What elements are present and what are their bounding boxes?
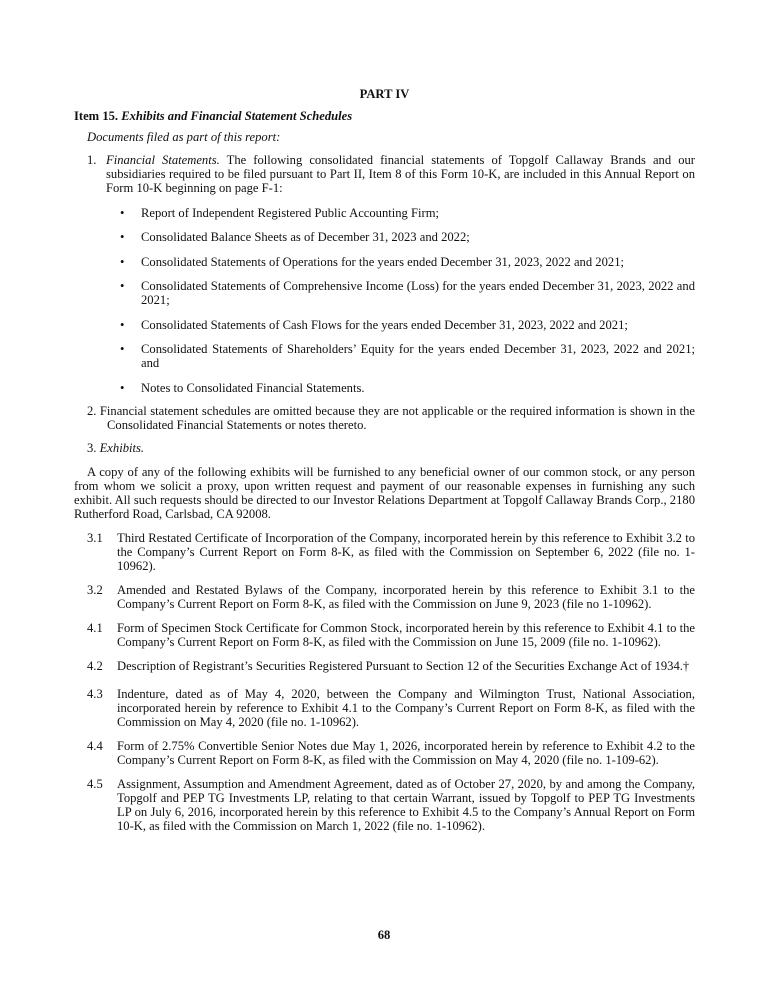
- exhibit-number: 3.1: [87, 530, 103, 545]
- exhibit-description: Description of Registrant’s Securities Registered Pursuant to Section 12 of the Securities Exchange Act of 1934.†: [117, 658, 690, 673]
- list-item-text: Consolidated Balance Sheets as of December 31, 2023 and 2022;: [141, 230, 470, 244]
- list-item-text: Consolidated Statements of Operations for the years ended December 31, 2023, 2022 and 2021;: [141, 254, 624, 269]
- exhibit-number: 4.2: [87, 658, 103, 673]
- exhibit-item: [74, 583, 695, 611]
- page-number: 68: [377, 928, 391, 942]
- list-item-text: Notes to Consolidated Financial Statements.: [141, 380, 365, 395]
- list-item-text: Report of Independent Registered Public Accounting Firm;: [141, 205, 439, 220]
- exhibits-paragraph: A copy of any of the following exhibits will be furnished to any beneficial owner of our common stock, or any person from whom we solicit a proxy, upon written request and payment of our reasonable expenses in furnishing any such exhibit. All such requests should be directed to our Investor Relations Department at Topgolf Callaway Brands Corp., 2180 Rutherford Road, Carlsbad, CA 92008.: [74, 464, 695, 521]
- exhibit-item: [74, 687, 695, 729]
- section-text: Financial statement schedules are omitted because they are not applicable or the required information is shown in the Consolidated Financial Statements or notes thereto.: [99, 403, 695, 432]
- exhibit-item: [74, 777, 695, 833]
- section-number: 2.: [87, 403, 97, 418]
- exhibit-item: [74, 659, 695, 673]
- documents-intro: Documents filed as part of this report:: [87, 130, 281, 144]
- part-title: PART IV: [359, 87, 410, 101]
- list-item: [74, 318, 695, 332]
- list-item-text: Consolidated Statements of Comprehensive Income (Loss) for the years ended December 31, 2023, 2022 and 2021;: [141, 279, 695, 307]
- list-item: [74, 342, 695, 370]
- bullet-icon: •: [120, 342, 125, 356]
- section-lead: Financial Statements.: [106, 153, 220, 167]
- bullet-icon: •: [120, 317, 125, 332]
- item-label: Item 15.: [74, 109, 119, 123]
- list-item: [74, 206, 695, 220]
- section-text: The following consolidated financial statements of Topgolf Callaway Brands and our subsidiaries required to be filed pursuant to Part II, Item 8 of this Form 10-K, are included in this Annual Report on Form 10-K beginning on page F-1:: [106, 153, 696, 195]
- list-item-text: Consolidated Statements of Cash Flows for the years ended December 31, 2023, 2022 and 2021;: [141, 317, 628, 332]
- financial-statements-list: [74, 206, 695, 395]
- list-item: [74, 230, 695, 244]
- list-item: [74, 381, 695, 395]
- exhibit-description: Indenture, dated as of May 4, 2020, between the Company and Wilmington Trust, National Association, incorporated herein by reference to Exhibit 4.1 to the Company’s Current Report on Form 8-K, as filed with the Commission on May 4, 2020 (file no. 1-10962).: [117, 686, 695, 729]
- exhibits-list: [74, 531, 695, 833]
- bullet-icon: •: [120, 254, 125, 269]
- list-item: [74, 279, 695, 307]
- section-schedules: [74, 404, 695, 432]
- bullet-icon: •: [120, 230, 125, 244]
- exhibit-number: 4.4: [87, 738, 103, 753]
- bullet-icon: •: [120, 279, 125, 293]
- item-title: Exhibits and Financial Statement Schedules: [121, 109, 353, 123]
- exhibit-number: 4.5: [87, 776, 103, 791]
- bullet-icon: •: [120, 205, 125, 220]
- section-number: 1.: [87, 153, 97, 167]
- exhibit-description: Third Restated Certificate of Incorporation of the Company, incorporated herein by this reference to Exhibit 3.2 to the Company’s Current Report on Form 8-K, as filed with the Commission on September 6, 2022 (file no. 1-10962).: [117, 530, 695, 573]
- exhibit-description: Form of 2.75% Convertible Senior Notes due May 1, 2026, incorporated herein by reference to Exhibit 4.2 to the Company’s Current Report on Form 8-K, as filed with the Commission on May 4, 2020 (file no. 1-109-62).: [117, 738, 695, 767]
- section-number: 3.: [87, 440, 97, 455]
- list-item-text: Consolidated Statements of Shareholders’ Equity for the years ended December 31, 2023, 2022 and 2021; and: [141, 342, 695, 370]
- section-lead: Exhibits.: [99, 440, 145, 455]
- exhibit-description: Form of Specimen Stock Certificate for Common Stock, incorporated herein by this reference to Exhibit 4.1 to the Company’s Current Report on Form 8-K, as filed with the Commission on June 15, 2009 (file no. 1-10962).: [117, 620, 695, 649]
- item-heading: [74, 109, 695, 123]
- exhibit-description: Amended and Restated Bylaws of the Company, incorporated herein by this reference to Exhibit 3.1 to the Company’s Current Report on Form 8-K, as filed with the Commission on June 9, 2023 (file no 1-10962).: [117, 582, 695, 611]
- section-financial-statements: [74, 153, 695, 195]
- exhibit-number: 4.3: [87, 686, 103, 701]
- exhibit-number: 3.2: [87, 582, 103, 597]
- exhibit-number: 4.1: [87, 620, 103, 635]
- document-page: [74, 87, 695, 833]
- exhibit-item: [74, 621, 695, 649]
- exhibit-item: [74, 739, 695, 767]
- section-exhibits: [74, 441, 695, 455]
- bullet-icon: •: [120, 380, 125, 395]
- list-item: [74, 255, 695, 269]
- exhibit-description: Assignment, Assumption and Amendment Agreement, dated as of October 27, 2020, by and among the Company, Topgolf and PEP TG Investments LP, relating to that certain Warrant, issued by Topgolf to PEP TG Investments LP on July 6, 2016, incorporated herein by this reference to Exhibit 4.5 to the Company’s Annual Report on Form 10-K, as filed with the Commission on March 1, 2022 (file no. 1-10962).: [117, 776, 695, 833]
- exhibit-item: [74, 531, 695, 573]
